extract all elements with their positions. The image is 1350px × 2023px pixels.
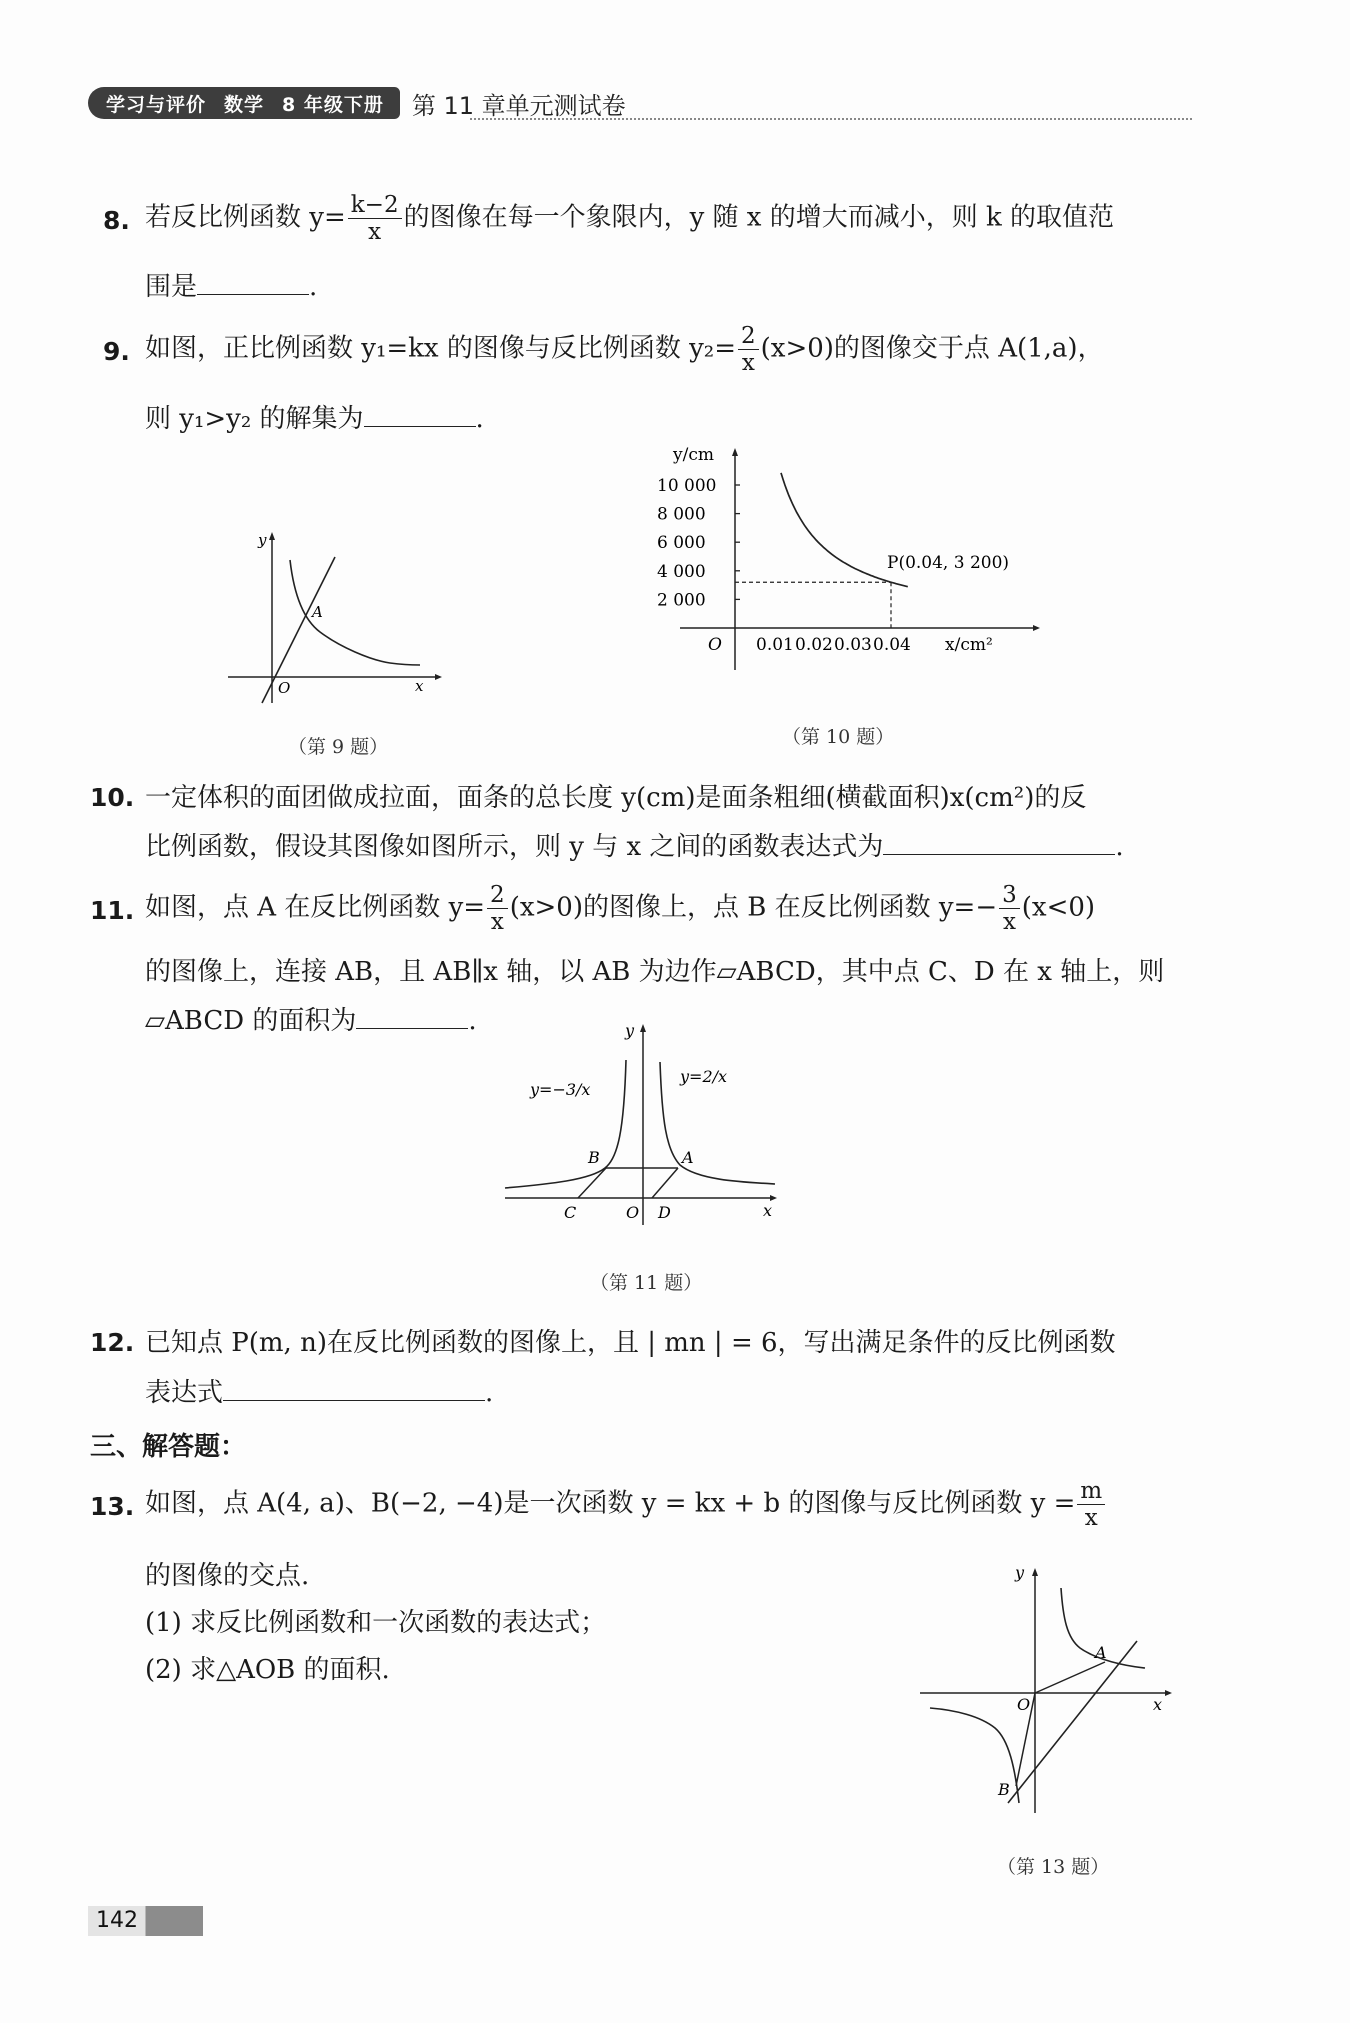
fig13-caption: （第 13 题） [997,1856,1110,1878]
q12-line1: 已知点 P(m, n)在反比例函数的图像上，且 | mn | = 6，写出满足条件的反比例函数 [145,1328,1116,1358]
fig9-y-label: y [258,531,267,549]
q8-number: 8. [103,206,130,235]
fig10-x-tick-label: 0.01 [756,635,794,655]
fig11-y-arrow [640,1024,646,1032]
q8-answer-blank[interactable] [197,272,309,295]
q8-fraction [348,192,402,245]
q9-line2 [145,404,484,433]
fig9-line [262,557,335,703]
q12-text-b: 表达式 [145,1378,224,1408]
q9-text-a: 如图，正比例函数 y₁=kx 的图像与反比例函数 y₂= [145,333,737,364]
q12-answer-blank[interactable] [223,1378,485,1401]
fig13-point-b-label: B [998,1780,1010,1799]
fig11-point-c-label: C [564,1203,577,1222]
fig11-origin-label: O [626,1203,640,1222]
fig10-x-axis-label: x/cm² [945,635,993,655]
fig11-segment-ad [652,1168,678,1198]
fig10-point-label: P(0.04, 3 200) [887,553,1010,573]
q9-frac-den: x [741,350,755,376]
q11-fraction-2 [999,882,1020,935]
q10-line2 [145,832,1124,861]
q11-f1-den: x [490,909,504,935]
q8-frac-den: x [368,219,382,245]
q9-frac-num: 2 [738,323,759,350]
fig11-caption: （第 11 题） [590,1272,703,1294]
fig10-y-axis-label: y/cm [673,445,714,465]
fig10-y-tick-label: 2 000 [657,590,706,611]
fig9-point-a-label: A [312,603,323,621]
q13-part2: (2) 求△AOB 的面积. [145,1655,390,1685]
q9-line1 [145,323,1104,376]
q11-line1 [145,882,1095,935]
q10-answer-blank[interactable] [883,832,1115,855]
q11-text-f: . [468,1006,477,1036]
q8-frac-num: k−2 [348,192,402,219]
q12-number: 12. [90,1328,135,1357]
fig10-y-tick-label: 6 000 [657,533,706,554]
fig11-y-label: y [625,1021,635,1040]
q9-fraction [738,323,759,376]
header-divider [470,118,1192,120]
fig10-x-tick-label: 0.02 [795,635,833,655]
q11-text-e: ▱ABCD 的面积为 [145,1006,357,1036]
fig10-y-ticks [657,476,740,610]
q11-text-b: (x>0)的图像上，点 B 在反比例函数 y=− [509,892,998,923]
fig11-point-d-label: D [658,1203,671,1222]
q11-fraction-1 [487,882,508,935]
q13-frac-num: m [1077,1478,1105,1505]
q10-text-b: 比例函数，假设其图像如图所示，则 y 与 x 之间的函数表达式为 [145,832,884,862]
fig9-x-arrow [435,674,442,680]
fig10-y-arrow [732,448,738,456]
q8-text-b: 的图像在每一个象限内，y 随 x 的增大而减小，则 k 的取值范 [403,202,1115,233]
q9-answer-blank[interactable] [364,404,476,427]
fig13-segment-oa [1035,1662,1105,1693]
page-number: 142 [96,1908,138,1933]
q9-number: 9. [103,337,130,366]
q8-text-d: . [309,272,318,302]
q9-text-d: . [475,404,484,434]
q13-frac-den: x [1084,1505,1098,1531]
fig10-y-tick-label: 4 000 [657,561,706,582]
q9-text-b: (x>0)的图像交于点 A(1,a)， [760,333,1104,364]
fig10-caption: （第 10 题） [782,726,895,748]
fig10-x-arrow [1033,625,1040,631]
fig13-origin-label: O [1017,1695,1031,1714]
fig13-y-label: y [1015,1563,1025,1582]
figure-9 [220,525,450,710]
fig10-x-ticks [756,635,911,655]
q9-text-c: 则 y₁>y₂ 的解集为 [145,404,364,434]
q10-number: 10. [90,783,135,812]
fig10-x-tick-label: 0.04 [873,635,911,655]
page-number-tab [88,1906,203,1936]
q11-f2-den: x [1002,909,1016,935]
q8-line1 [145,192,1114,245]
running-header [88,86,626,120]
q12-text-c: . [485,1378,494,1408]
q13-number: 13. [90,1492,135,1521]
q11-f2-num: 3 [999,882,1020,909]
header-book-badge [88,87,400,119]
fig13-x-label: x [1153,1695,1163,1714]
q11-number: 11. [90,896,135,925]
figure-10 [655,438,1040,678]
fig13-x-arrow [1165,1690,1172,1696]
fig10-y-tick-label: 10 000 [657,476,717,496]
header-book: 学习与评价 [106,93,207,116]
fig11-right-fn-label: y=2/x [680,1067,728,1086]
q13-line1 [145,1478,1107,1531]
fig13-point-a-label: A [1095,1643,1107,1662]
fig11-x-label: x [763,1201,773,1220]
fig13-line [1008,1641,1137,1803]
fig10-y-tick-label: 8 000 [657,504,706,525]
fig13-y-arrow [1032,1568,1038,1576]
fig9-hyperbola [290,560,420,665]
q11-line3 [145,1006,477,1035]
fig11-left-fn-label: y=−3/x [530,1080,591,1099]
header-subject: 数学 [224,93,265,116]
header-grade: 8 年级下册 [282,93,384,116]
q11-text-c: (x<0) [1021,892,1096,923]
q13-fraction [1077,1478,1105,1531]
section-three-heading: 三、解答题： [90,1432,247,1462]
fig11-point-b-label: B [588,1148,600,1167]
header-chapter: 第 11 章单元测试卷 [411,91,626,120]
fig9-origin-label: O [278,679,291,697]
q13-text-a: 如图，点 A(4, a)、B(−2, −4)是一次函数 y = kx + b 的图像与反比例函数 y = [145,1488,1076,1519]
q13-part1: (1) 求反比例函数和一次函数的表达式； [145,1608,607,1638]
q13-line2: 的图像的交点. [145,1561,310,1591]
figure-13 [915,1558,1185,1818]
fig9-caption: （第 9 题） [288,736,389,758]
fig10-origin-label: O [708,635,722,655]
fig9-x-label: x [415,677,424,695]
q10-text-c: . [1115,832,1124,862]
figure-11 [500,1020,790,1235]
q8-text-c: 围是 [145,272,198,302]
q8-text-a: 若反比例函数 y= [145,202,346,233]
q11-line2: 的图像上，连接 AB，且 AB∥x 轴，以 AB 为边作▱ABCD，其中点 C、D 在 x 轴上，则 [145,957,1165,987]
q11-answer-blank[interactable] [356,1006,468,1029]
q8-line2 [145,272,317,301]
q11-text-a: 如图，点 A 在反比例函数 y= [145,892,486,923]
q12-line2 [145,1378,493,1407]
q10-line1: 一定体积的面团做成拉面，面条的总长度 y(cm)是面条粗细(横截面积)x(cm²)的反 [145,783,1087,813]
fig11-segment-bc [578,1168,606,1198]
fig9-y-arrow [269,532,275,540]
fig11-point-a-label: A [682,1148,694,1167]
fig10-x-tick-label: 0.03 [834,635,872,655]
q11-f1-num: 2 [487,882,508,909]
